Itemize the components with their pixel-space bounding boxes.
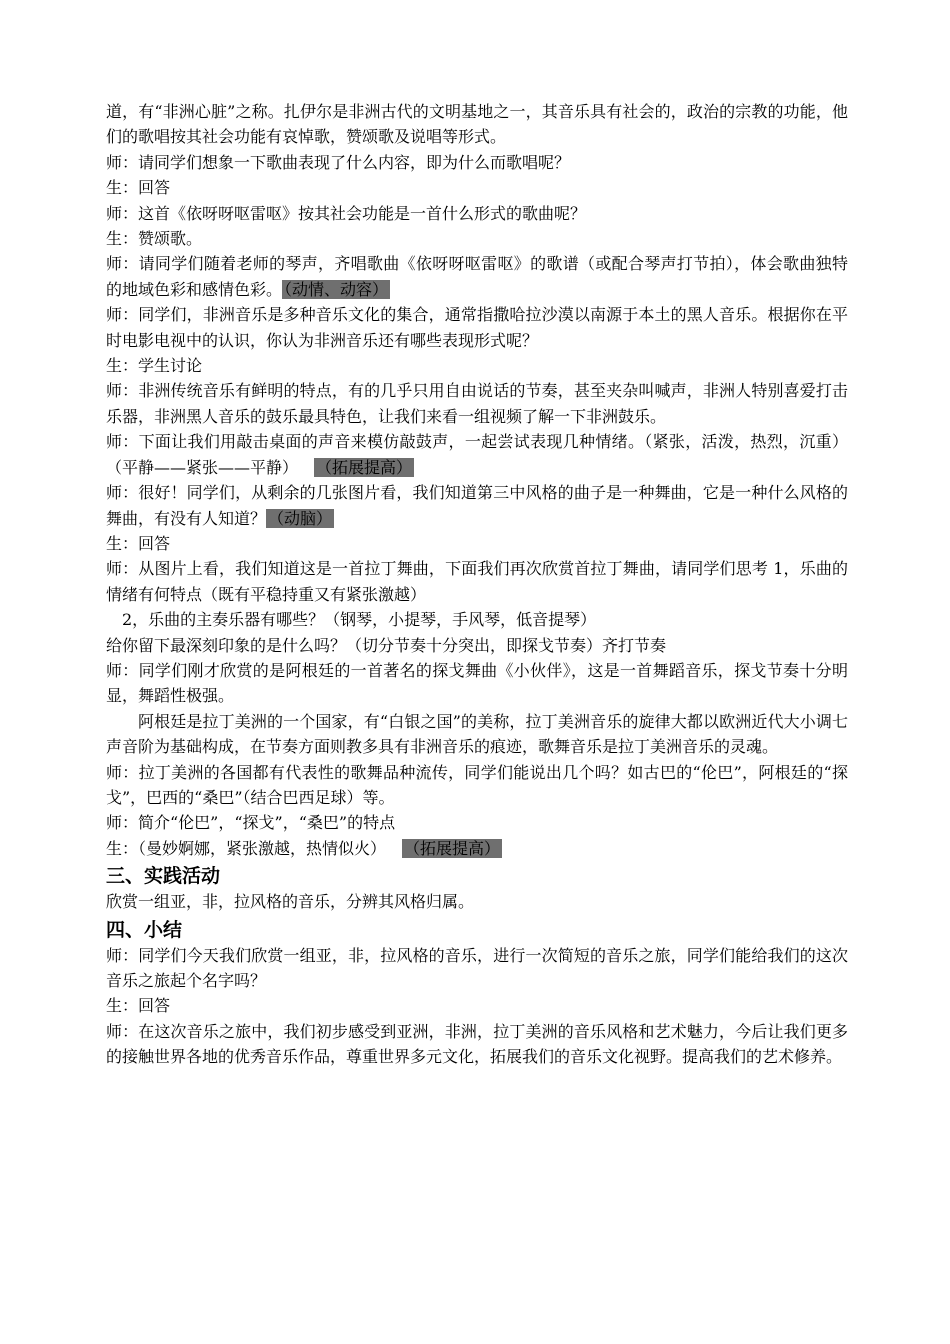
paragraph-text: 阿根廷是拉丁美洲的一个国家，有“白银之国”的美称，拉丁美洲音乐的旋律大都以欧洲近代大小调七声音阶为基础构成，在节奏方面则教多具有非洲音乐的痕迹，歌舞音乐是拉丁美洲音乐的灵魂。 [106,711,848,757]
highlight-tag: （拓展提高） [316,457,413,477]
paragraph-text: 师：很好！同学们，从剩余的几张图片看，我们知道第三中风格的曲子是一种舞曲，它是一种什么风格的舞曲，有没有人知道？ [106,483,848,528]
paragraph [106,633,848,658]
paragraph-text: 师：拉丁美洲的各国都有代表性的歌舞品种流传，同学们能说出几个吗？如古巴的“伦巴”，阿根廷的“探戈”，巴西的“桑巴”（结合巴西足球）等。 [106,762,848,807]
paragraph-text: 师：同学们，非洲音乐是多种音乐文化的集合，通常指撒哈拉沙漠以南源于本土的黑人音乐。根据你在平时电影电视中的认识，你认为非洲音乐还有哪些表现形式呢？ [106,305,848,350]
paragraph-text: 给你留下最深刻印象的是什么吗？（切分节奏十分突出，即探戈节奏）齐打节奏 [106,635,667,655]
paragraph [106,709,848,760]
paragraph-text: 生：学生讨论 [106,356,203,376]
paragraph-text: 师：在这次音乐之旅中，我们初步感受到亚洲，非洲，拉丁美洲的音乐风格和艺术魅力，今后让我们更多的接触世界各地的优秀音乐作品，尊重世界多元文化，拓展我们的音乐文化视野。提高我们的艺术修养。 [106,1021,848,1067]
teacher-line [106,480,848,531]
paragraph-text: 生：赞颂歌。 [106,229,203,249]
highlight-tag: （动情、动容） [284,279,389,299]
paragraph [106,889,848,914]
paragraph-text: 师：同学们刚才欣赏的是阿根廷的一首著名的探戈舞曲《小伙伴》，这是一首舞蹈音乐，探戈节奏十分明显，舞蹈性极强。 [106,660,848,706]
teacher-line [106,302,848,353]
teacher-line [106,810,848,835]
teacher-line [106,760,848,811]
paragraph-text: 生：（曼妙婀娜，紧张激越，热情似火） [106,838,387,858]
student-line [106,993,848,1018]
paragraph-text: 师：从图片上看，我们知道这是一首拉丁舞曲，下面我们再次欣赏首拉丁舞曲，请同学们思考 1，乐曲的情绪有何特点（既有平稳持重又有紧张激越） [106,559,848,604]
paragraph [106,607,848,632]
student-line [106,531,848,556]
teacher-line [106,378,848,429]
teacher-line [106,943,848,994]
section-heading: 三、实践活动 [106,865,221,888]
student-line [106,836,848,861]
paragraph-text: 欣赏一组亚，非，拉风格的音乐，分辨其风格归属。 [106,892,475,912]
highlight-tag: （动脑） [268,508,333,528]
document-body [106,99,848,1070]
teacher-line [106,251,848,302]
paragraph-text: 师：同学们今天我们欣赏一组亚，非，拉风格的音乐，进行一次简短的音乐之旅，同学们能给我们的这次音乐之旅起个名字吗？ [106,945,848,990]
highlight-tag: （拓展提高） [404,838,501,858]
teacher-line [106,429,848,480]
section-heading: 四、小结 [106,918,183,941]
paragraph-text: 师：简介“伦巴”，“探戈”，“桑巴”的特点 [106,813,396,833]
paragraph-text: 生：回答 [106,178,171,198]
paragraph-text: 2，乐曲的主奏乐器有哪些？（钢琴，小提琴，手风琴，低音提琴） [122,610,597,630]
paragraph-text: 师：这首《依呀呀呕雷呕》按其社会功能是一首什么形式的歌曲呢？ [106,203,587,223]
teacher-line [106,556,848,607]
student-line [106,353,848,378]
paragraph-text: 生：回答 [106,533,171,553]
teacher-line [106,658,848,709]
paragraph-text: 生：回答 [106,996,171,1016]
student-line [106,175,848,200]
paragraph-text: 师：非洲传统音乐有鲜明的特点，有的几乎只用自由说话的节奏，甚至夹杂叫喊声，非洲人特别喜爱打击乐器，非洲黑人音乐的鼓乐最具特色，让我们来看一组视频了解一下非洲鼓乐。 [106,381,848,426]
paragraph-text: 师：请同学们随着老师的琴声，齐唱歌曲《依呀呀呕雷呕》的歌谱（或配合琴声打节拍），体会歌曲独特的地域色彩和感情色彩。 [106,254,848,299]
teacher-line [106,150,848,175]
student-line [106,226,848,251]
paragraph-text: 师：下面让我们用敲击桌面的声音来模仿敲鼓声，一起尝试表现几种情绪。（紧张，活泼，热烈，沉重）（平静——紧张——平静） [106,432,848,477]
paragraph-text: 道，有“非洲心脏”之称。扎伊尔是非洲古代的文明基地之一，其音乐具有社会的，政治的宗教的功能，他们的歌唱按其社会功能有哀悼歌，赞颂歌及说唱等形式。 [106,102,848,147]
paragraph [106,99,848,150]
teacher-line [106,201,848,226]
paragraph-text: 师：请同学们想象一下歌曲表现了什么内容，即为什么而歌唱呢？ [106,152,571,172]
teacher-line [106,1019,848,1070]
